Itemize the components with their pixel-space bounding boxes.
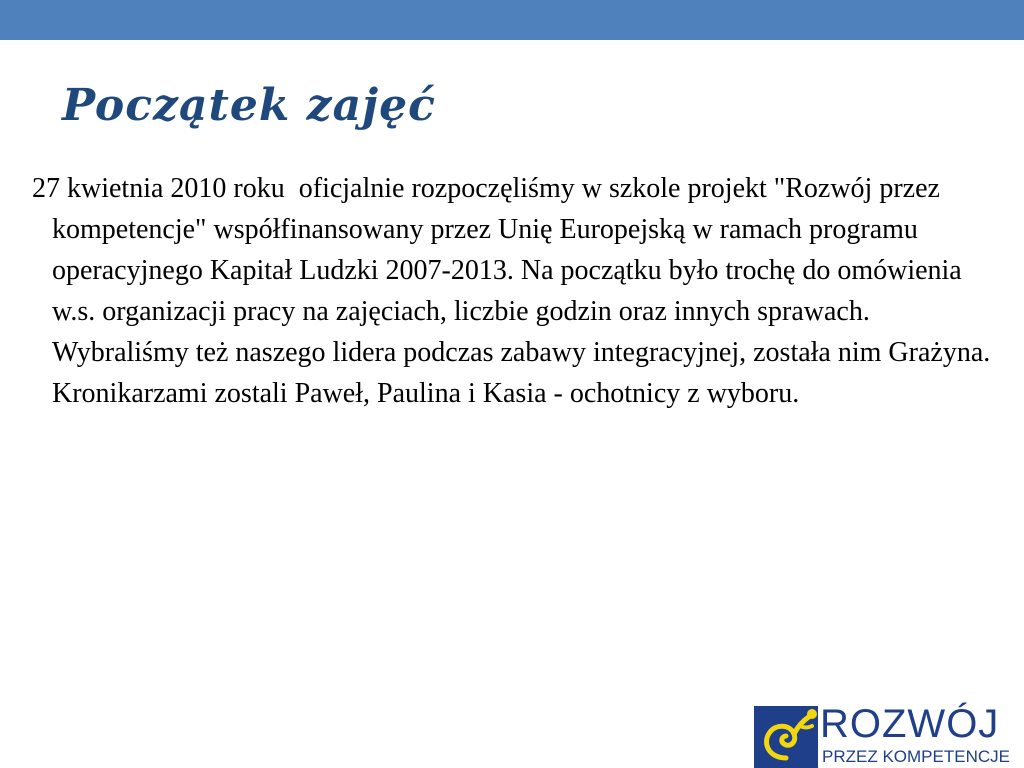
slide-body-text: 27 kwietnia 2010 roku oficjalnie rozpoczęliśmy w szkole projekt "Rozwój przez kompetencje" współfinansowany przez Unię Europejską w ramach programu operacyjnego Kapitał Ludzki 2007-2013. Na początku było trochę do omówienia w.s. organizacji pracy na zajęciach, liczbie godzin oraz innych sprawach. Wybraliśmy też naszego lidera podczas zabawy integracyjnej, została nim Grażyna. Kronikarzami zostali Paweł, Paulina i Kasia - ochotnicy z wyboru.: [32, 173, 998, 409]
logo-wordmark: ROZWÓJ: [820, 702, 1000, 746]
spiral-figure-icon: [754, 706, 818, 768]
top-accent-bar: [0, 0, 1024, 40]
slide-title: Początek zajęć: [62, 80, 436, 131]
logo-subtitle: PRZEZ KOMPETENCJE: [822, 747, 1010, 766]
rozwoj-logo: [754, 700, 1024, 768]
